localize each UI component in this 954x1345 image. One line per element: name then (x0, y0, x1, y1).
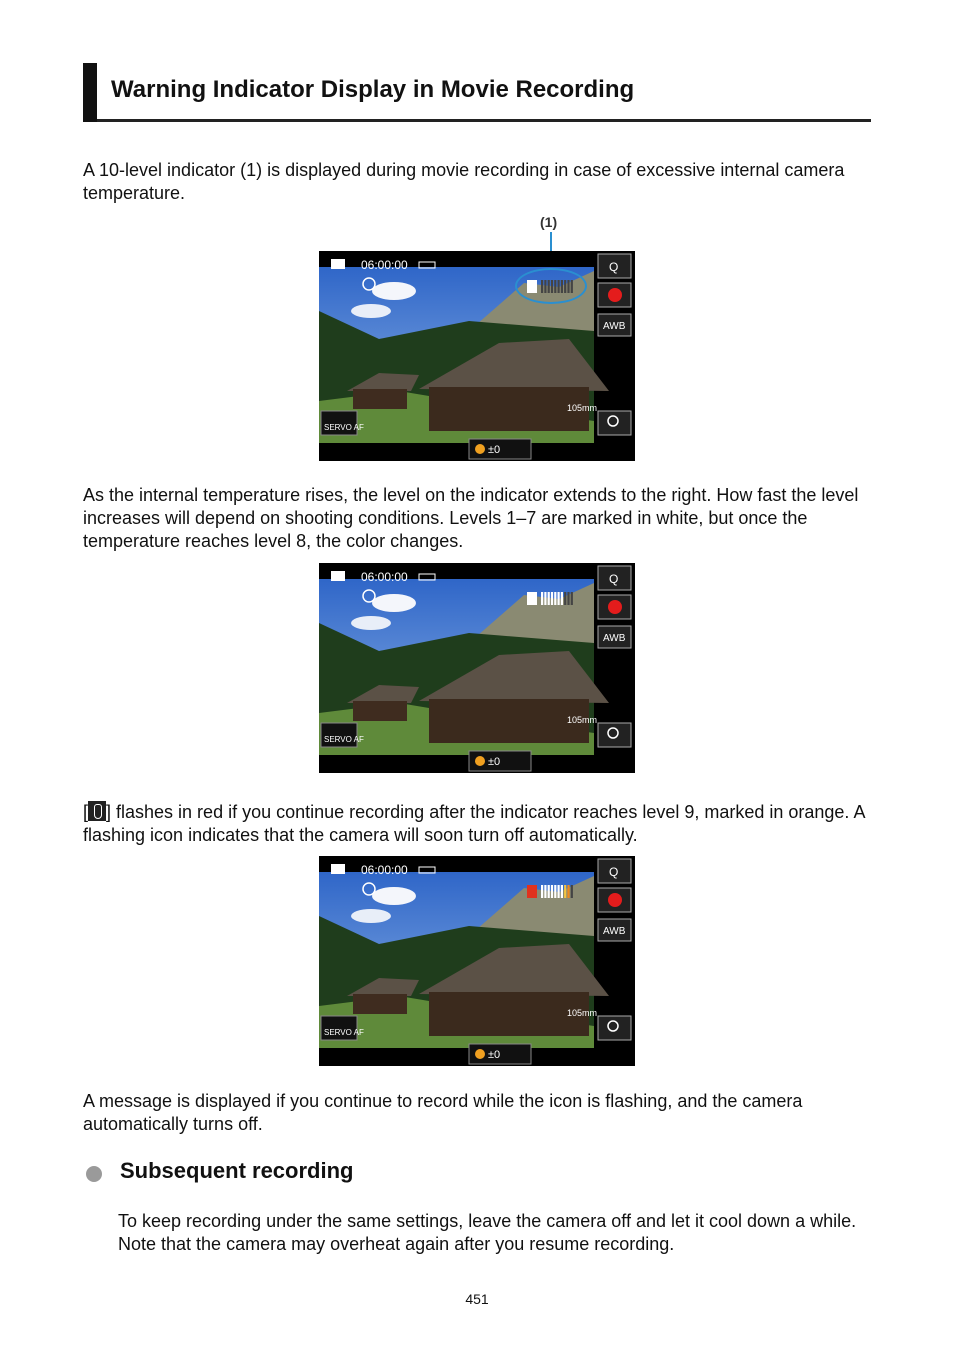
indicator-level-bar (571, 592, 573, 605)
barn-wall (429, 387, 589, 431)
indicator-level-bar (551, 885, 553, 898)
movie-icon (331, 864, 345, 874)
indicator-level-bar (567, 885, 569, 898)
indicator-level-bar (564, 592, 566, 605)
record-icon (608, 288, 622, 302)
indicator-level-bar (551, 592, 553, 605)
af-label: SERVO AF (324, 423, 364, 432)
magnify-button (598, 1016, 631, 1040)
af-label: SERVO AF (324, 1028, 364, 1037)
focal-length: 105mm (567, 403, 598, 413)
recording-paragraph: To keep recording under the same settings, leave the camera off and let it cool down a while. Note that the camera may overheat again after you resume recording. (118, 1211, 857, 1254)
subsection-title: Subsequent recording (120, 1158, 354, 1183)
af-label: SERVO AF (324, 735, 364, 744)
indicator-level-bar (567, 592, 569, 605)
camera-screen-3 (319, 856, 635, 1066)
cloud (372, 887, 416, 905)
bullet-icon (86, 1166, 102, 1182)
indicator-level-bar (544, 592, 546, 605)
camera-screen-svg (319, 563, 635, 773)
message-paragraph: A message is displayed if you continue to record while the icon is flashing, and the camera automatically turns off. (83, 1091, 803, 1134)
section-heading (83, 63, 871, 122)
magnify-button (598, 723, 631, 747)
indicator-level-bar (554, 592, 556, 605)
wb-label: AWB (603, 926, 626, 937)
focal-length: 105mm (567, 715, 598, 725)
indicator-level-bar (561, 592, 563, 605)
exposure-value: ±0 (488, 756, 501, 768)
exposure-icon (475, 756, 485, 766)
cloud (372, 594, 416, 612)
indicator-level-bar (558, 592, 560, 605)
exposure-value: ±0 (488, 1049, 501, 1061)
indicator-level-bar (554, 885, 556, 898)
flash-text: ] flashes in red if you continue recording after the indicator reaches level 9, marked in orange. A flashing icon indicates that the camera will soon turn off automatically. (83, 802, 865, 845)
cloud (372, 282, 416, 300)
thermometer-icon (527, 592, 537, 605)
thermometer-icon (88, 801, 106, 821)
camera-screen-svg (319, 251, 635, 461)
indicator-level-bar (544, 885, 546, 898)
cloud (351, 909, 391, 923)
q-label: Q (609, 260, 619, 274)
cloud (351, 616, 391, 630)
indicator-level-bar (548, 885, 550, 898)
page-number: 451 (465, 1291, 489, 1307)
q-label: Q (609, 865, 619, 879)
callout-ellipse (515, 268, 587, 304)
bracket-open: [ (83, 802, 89, 822)
camera-screen-1 (319, 251, 635, 461)
q-label: Q (609, 572, 619, 586)
exposure-icon (475, 444, 485, 454)
cloud (351, 304, 391, 318)
indicator-level-bar (541, 885, 543, 898)
exposure-icon (475, 1049, 485, 1059)
wb-label: AWB (603, 321, 626, 332)
barn-wall (429, 699, 589, 743)
indicator-level-bar (548, 592, 550, 605)
record-time: 06:00:00 (361, 570, 408, 584)
flash-paragraph (83, 801, 873, 847)
page-title: Warning Indicator Display in Movie Recording (111, 76, 635, 103)
record-icon (608, 600, 622, 614)
record-time: 06:00:00 (361, 863, 408, 877)
magnify-button (598, 411, 631, 435)
focal-length: 105mm (567, 1008, 598, 1018)
camera-screen-2 (319, 563, 635, 773)
camera-screen-svg (319, 856, 635, 1066)
indicator-level-bar (561, 885, 563, 898)
indicator-level-bar (541, 592, 543, 605)
callout-label: (1) (540, 214, 558, 230)
temperature-paragraph: As the internal temperature rises, the level on the indicator extends to the right. How fast the level increases will depend on shooting conditions. Levels 1–7 are marked in white, but once the temperature reaches level 8, the color changes. (83, 485, 859, 551)
indicator-level-bar (558, 885, 560, 898)
indicator-level-bar (564, 885, 566, 898)
shed-wall (353, 994, 407, 1014)
indicator-level-bar (571, 885, 573, 898)
exposure-value: ±0 (488, 444, 501, 456)
movie-icon (331, 259, 345, 269)
record-icon (608, 893, 622, 907)
record-time: 06:00:00 (361, 258, 408, 272)
movie-icon (331, 571, 345, 581)
shed-wall (353, 701, 407, 721)
heading-bar (83, 63, 97, 122)
shed-wall (353, 389, 407, 409)
wb-label: AWB (603, 633, 626, 644)
thermometer-icon (527, 885, 537, 898)
barn-wall (429, 992, 589, 1036)
intro-paragraph: A 10-level indicator (1) is displayed during movie recording in case of excessive internal camera temperature. (83, 160, 845, 203)
